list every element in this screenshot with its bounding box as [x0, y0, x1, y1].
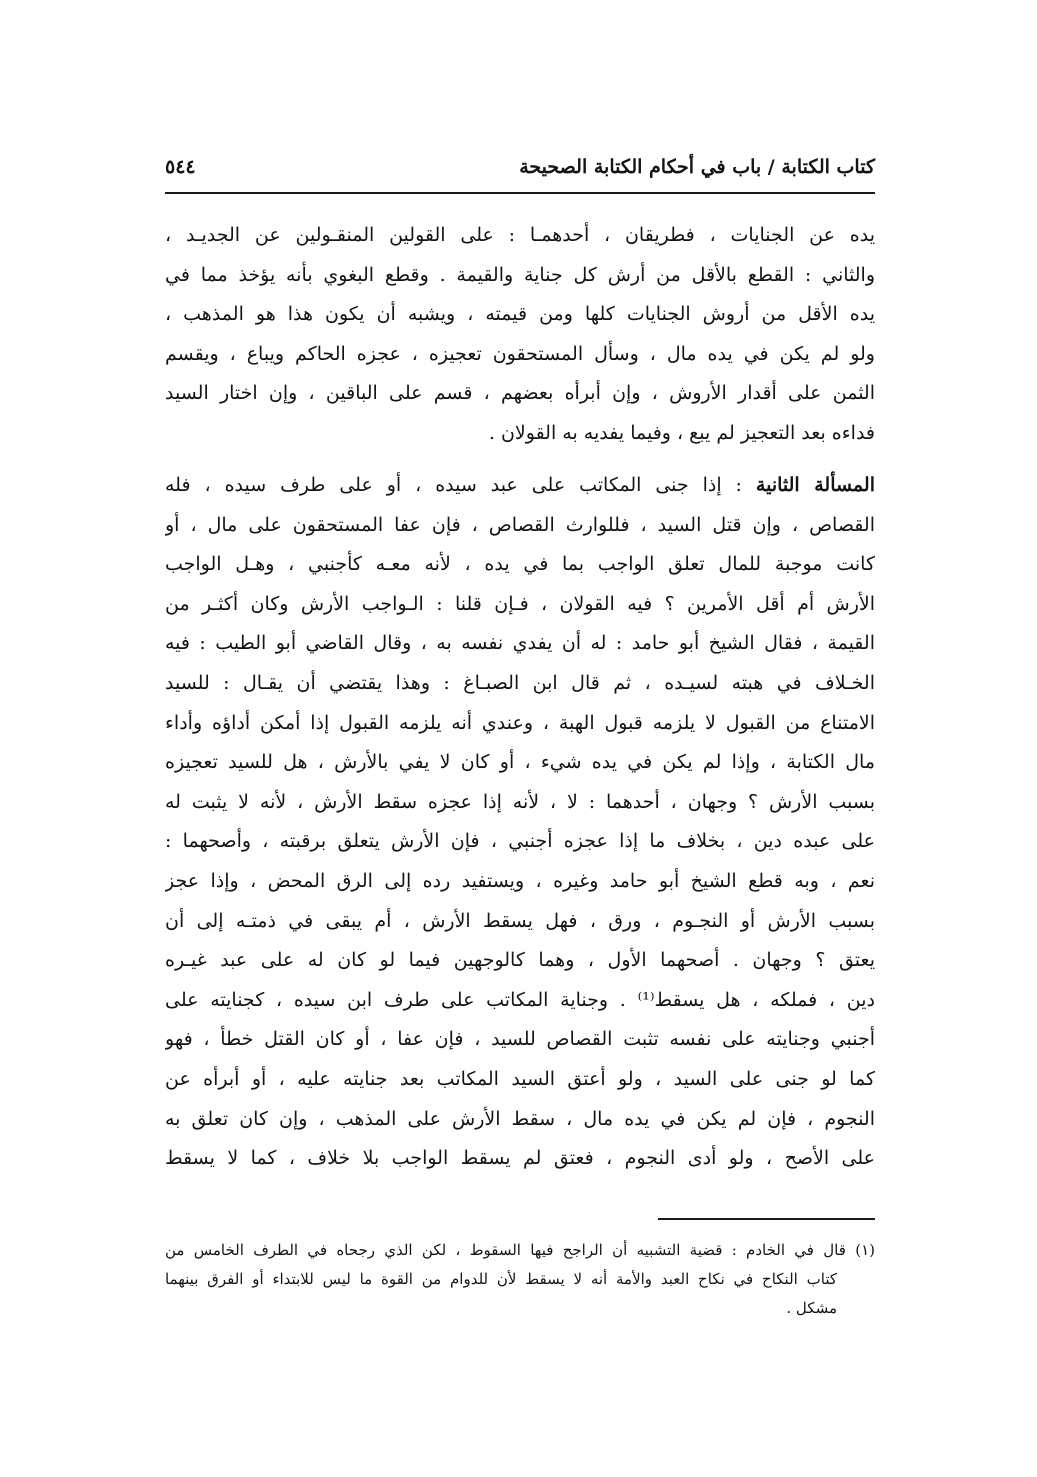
footnote-text: قال في الخادم : قضية التشبيه أن الراجح فيها السقوط ، لكن الذي رجحاه في الطرف الخامس من — [165, 1241, 846, 1259]
page-number: ٥٤٤ — [165, 156, 196, 178]
text-line: نعم ، وبه قطع الشيخ أبو حامد وغيره ، ويستفيد رده إلى الرق المحض ، وإذا عجز — [165, 869, 875, 892]
footnote-line: كتاب النكاح في نكاح العبد والأمة أنه لا يسقط لأن للدوام من القوة ما ليس للابتداء أو الفرق بينهما — [165, 1270, 837, 1288]
text-line: الثمن على أقدار الأروش ، وإن أبرأه بعضهم ، قسم على الباقين ، وإن اختار السيد — [165, 382, 875, 405]
text-line-first — [165, 466, 875, 506]
text-line: دين ، فملكه ، هل يسقط⁽¹⁾ . وجناية المكاتب على طرف ابن سيده ، كجنايته على — [165, 988, 875, 1011]
text-line: أجنبي وجنايته على نفسه تثبت القصاص للسيد ، فإن عفا ، أو كان القتل خطأ ، فهو — [165, 1028, 875, 1051]
text-line: مال الكتابة ، وإذا لم يكن في يده شيء ، أو كان لا يفي بالأرش ، هل للسيد تعجيزه — [165, 751, 875, 774]
text-line: النجوم ، فإن لم يكن في يده مال ، سقط الأرش على المذهب ، وإن كان تعلق به — [165, 1107, 875, 1130]
text-line: كانت موجبة للمال تعلق الواجب بما في يده ، لأنه معـه كأجنبي ، وهـل الواجب — [165, 553, 875, 576]
text-line: الخـلاف في هبته لسيـده ، ثم قال ابن الصبـاغ : وهذا يقتضي أن يقـال : للسيد — [165, 671, 875, 694]
header-divider — [165, 192, 875, 194]
text-line: يده عن الجنايات ، فطريقان ، أحدهمـا : على القولين المنقـولين عن الجديـد ، — [165, 224, 875, 246]
running-header — [165, 152, 875, 192]
paragraph-1 — [165, 216, 875, 454]
footnote-line-first — [165, 1236, 875, 1265]
footnote — [165, 1236, 875, 1323]
header-title: كتاب الكتابة / باب في أحكام الكتابة الصحيحة — [519, 156, 875, 178]
text-line: ولو لم يكن في يده مال ، وسأل المستحقون تعجيزه ، عجزه الحاكم ويباع ، ويقسم — [165, 342, 875, 365]
text-line: القصاص ، وإن قتل السيد ، فللوارث القصاص ، فإن عفا المستحقون على مال ، أو — [165, 513, 875, 536]
paragraph-2 — [165, 466, 875, 1179]
text-line: يده الأقل من أروش الجنايات كلها ومن قيمته ، ويشبه أن يكون هذا هو المذهب ، — [165, 303, 875, 326]
text-line: بسبب الأرش ؟ وجهان ، أحدهما : لا ، لأنه إذا عجزه سقط الأرش ، لأنه لا يثبت له — [165, 790, 875, 813]
text-line: على عبده دين ، بخلاف ما إذا عجزه أجنبي ، فإن الأرش يتعلق برقبته ، وأصحهما : — [165, 830, 875, 853]
text-line: الامتناع من القبول لا يلزمه قبول الهبة ، وعندي أنه يلزمه القبول إذا أمكن أداؤه وأداء — [165, 711, 875, 734]
text-line: على الأصح ، ولو أدى النجوم ، فعتق لم يسقط الواجب بلا خلاف ، كما لا يسقط — [165, 1147, 875, 1170]
footnote-divider — [658, 1218, 875, 1220]
text-line: كما لو جنى على السيد ، ولو أعتق السيد المكاتب بعد جنايته عليه ، أو أبرأه عن — [165, 1067, 875, 1090]
text-line: بسبب الأرش أو النجـوم ، ورق ، فهل يسقط الأرش ، أم يبقى في ذمتـه إلى أن — [165, 909, 875, 932]
section-heading: المسألة الثانية — [755, 474, 875, 496]
footnote-line: مشكل . — [786, 1299, 837, 1317]
text-line: القيمة ، فقال الشيخ أبو حامد : له أن يفدي نفسه به ، وقال القاضي أبو الطيب : فيه — [165, 632, 875, 655]
text-line: الأرش أم أقل الأمرين ؟ فيه القولان ، فـإن قلنا : الـواجب الأرش وكان أكثـر من — [165, 592, 875, 615]
text-line: والثاني : القطع بالأقل من أرش كل جناية والقيمة . وقطع البغوي بأنه يؤخذ مما في — [165, 263, 875, 286]
first-line-text: : إذا جنى المكاتب على عبد سيده ، أو على طرف سيده ، فله — [165, 474, 742, 496]
footnote-marker: (١) — [855, 1241, 875, 1259]
text-line: يعتق ؟ وجهان . أصحهما الأول ، وهما كالوجهين فيما لو كان له على عبد غيـره — [165, 949, 875, 972]
text-line: فداءه بعد التعجيز لم يبع ، وفيما يفديه به القولان . — [488, 421, 875, 444]
